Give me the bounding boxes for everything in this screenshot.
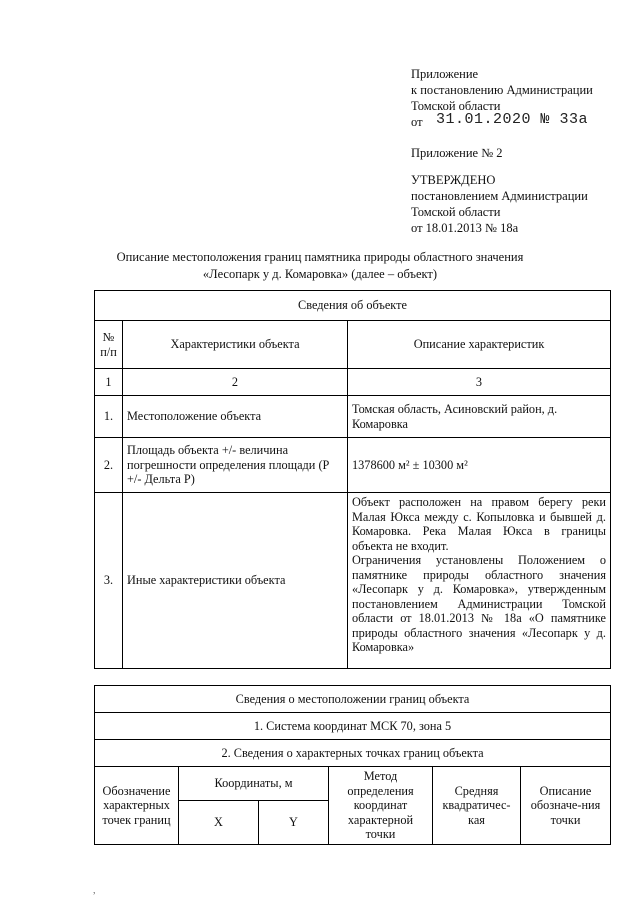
header-point-description: Описание обозначе-ния точки: [521, 767, 611, 845]
header-x: X: [179, 801, 259, 844]
row-characteristic: Иные характеристики объекта: [123, 493, 348, 669]
table-row: [95, 493, 611, 669]
row-description: [348, 493, 611, 669]
row-num: 3.: [95, 493, 123, 669]
row-characteristic: Местоположение объекта: [123, 396, 348, 438]
appendix-region: Томской области: [411, 99, 501, 113]
row-characteristic: Площадь объекта +/- величина погрешности определения площади (Р +/- Дельта Р): [123, 438, 348, 493]
table-row: [95, 396, 611, 438]
row-num: 1.: [95, 396, 123, 438]
row-num: 2.: [95, 438, 123, 493]
characteristic-points-heading: 2. Сведения о характерных точках границ объекта: [95, 740, 611, 767]
appendix-from-label: от: [411, 115, 423, 129]
document-title-line1: Описание местоположения границ памятника природы областного значения: [116, 250, 524, 264]
table-row: [95, 438, 611, 493]
table2-caption: Сведения о местоположении границ объекта: [95, 686, 611, 713]
document-title: [90, 249, 550, 283]
header-num: № п/п: [95, 321, 123, 369]
header-y: Y: [259, 801, 329, 844]
column-number-2: 2: [123, 369, 348, 396]
approved-region: Томской области: [411, 205, 501, 219]
header-characteristics: Характеристики объекта: [123, 321, 348, 369]
row-description: Томская область, Асиновский район, д. Комаровка: [348, 396, 611, 438]
header-description: Описание характеристик: [348, 321, 611, 369]
header-coordinates: Координаты, м: [179, 767, 329, 801]
header-method: Метод определения координат характерной точки: [329, 767, 433, 845]
page-mark: ,: [93, 885, 96, 896]
approved-by: постановлением Администрации: [411, 189, 588, 203]
object-info-table: [94, 290, 611, 669]
row-description-paragraph-1: Объект расположен на правом берегу реки Малая Юкса между с. Копыловка и бывшей д. Комаровка. Река Малая Юкса в границы объекта не входит.: [352, 495, 606, 553]
approved-date: от 18.01.2013 № 18а: [411, 221, 519, 235]
header-point-designation: Обозначение характерных точек границ: [95, 767, 179, 845]
row-description: 1378600 м² ± 10300 м²: [348, 438, 611, 493]
column-number-1: 1: [95, 369, 123, 396]
coordinate-system: 1. Система координат МСК 70, зона 5: [95, 713, 611, 740]
document-title-line2: «Лесопарк у д. Комаровка» (далее – объект): [202, 267, 438, 281]
approved-label: УТВЕРЖДЕНО: [411, 173, 496, 187]
date-number-stamp: 31.01.2020 № 33а: [436, 111, 589, 128]
appendix-label: Приложение: [411, 67, 479, 81]
table1-caption: Сведения об объекте: [95, 291, 611, 321]
appendix-number: Приложение № 2: [411, 146, 503, 160]
appendix-to-resolution: к постановлению Администрации: [411, 83, 593, 97]
column-number-3: 3: [348, 369, 611, 396]
row-description-paragraph-2: Ограничения установлены Положением о памятнике природы областного значения «Лесопарк у д. Комаровка», утвержденным постановлением Администрации Томской области от 18.01.2013 № 18а «О памятнике природы областного значения «Лесопарк у д. Комаровка»: [352, 553, 606, 654]
header-mean-square-error: Средняя квадратичес-кая: [433, 767, 521, 845]
boundary-location-table: [94, 685, 611, 845]
